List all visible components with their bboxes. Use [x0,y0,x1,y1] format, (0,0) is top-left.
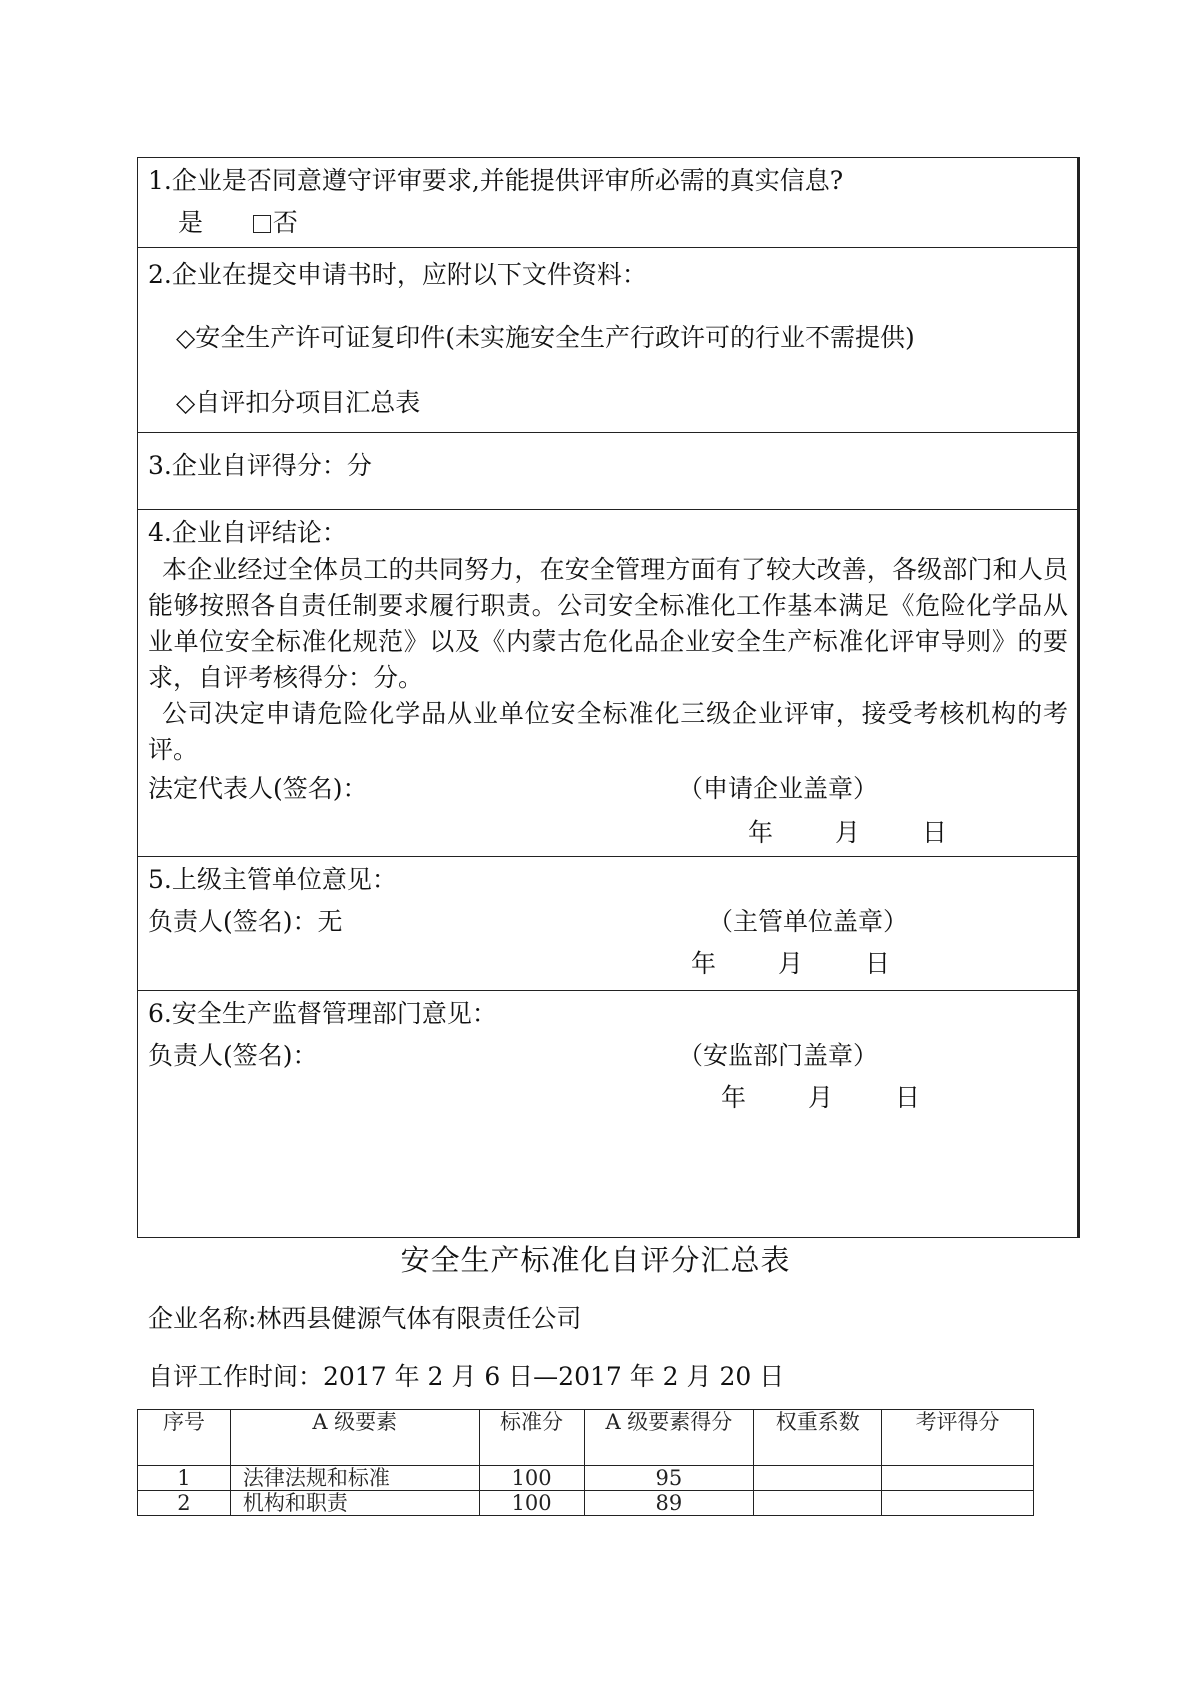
element-name: 机构和职责 [230,1491,479,1516]
row-number: 1 [138,1466,231,1491]
safety-dept-signature: 负责人(签名)： [148,1041,318,1070]
column-header: A 级要素 [230,1410,479,1466]
application-form [137,157,1080,1238]
section-4-conclusion [138,510,1077,857]
superior-signature: 负责人(签名)：无 [148,907,343,936]
date-month: 月 [808,1083,834,1112]
self-evaluation-period: 自评工作时间：2017 年 2 月 6 日—2017 年 2 月 20 日 [148,1362,785,1391]
section-2-title: 2.企业在提交申请书时，应附以下文件资料： [148,260,647,289]
column-header: 权重系数 [754,1410,882,1466]
document-item: ◇安全生产许可证复印件(未实施安全生产行政许可的行业不需提供) [176,323,915,352]
score-summary-table [137,1409,1034,1516]
section-4-title: 4.企业自评结论： [148,518,347,547]
column-header: 序号 [138,1410,231,1466]
table-row [138,1466,1034,1491]
column-header: 标准分 [479,1410,584,1466]
section-3-score [138,433,1077,510]
row-number: 2 [138,1491,231,1516]
company-name: 企业名称:林西县健源气体有限责任公司 [148,1304,582,1333]
conclusion-paragraph-1: 本企业经过全体员工的共同努力，在安全管理方面有了较大改善，各级部门和人员能够按照各自责任制要求履行职责。公司安全标准化工作基本满足《危险化学品从业单位安全标准化规范》以及《内蒙古危化品企业安全生产标准化评审导则》的要求，自评考核得分：分。 [148,555,1068,692]
date-year: 年 [691,949,717,978]
date-day: 日 [922,818,948,847]
section-1-agreement [138,158,1077,248]
section-2-documents [138,248,1077,433]
column-header: 考评得分 [882,1410,1034,1466]
section-6-title: 6.安全生产监督管理部门意见： [148,999,497,1028]
standard-score: 100 [479,1466,584,1491]
section-6-safety-dept-opinion [138,991,1077,1237]
no-checkbox[interactable] [253,215,271,233]
document-item: ◇自评扣分项目汇总表 [176,388,421,417]
section-3-title: 3.企业自评得分：分 [148,451,372,480]
date-year: 年 [721,1083,747,1112]
table-header-row [138,1410,1034,1466]
weight-coefficient [754,1466,882,1491]
element-score: 89 [584,1491,754,1516]
weight-coefficient [754,1491,882,1516]
table-row [138,1491,1034,1516]
date-year: 年 [748,818,774,847]
legal-representative-signature: 法定代表人(签名)： [148,774,368,803]
section-5-superior-opinion [138,857,1077,991]
date-day: 日 [895,1083,921,1112]
section-1-question: 1.企业是否同意遵守评审要求,并能提供评审所必需的真实信息? [148,166,844,195]
date-day: 日 [865,949,891,978]
no-option-label: 否 [272,208,298,237]
standard-score: 100 [479,1491,584,1516]
element-name: 法律法规和标准 [230,1466,479,1491]
superior-seal: （主管单位盖章） [708,907,909,936]
evaluation-score [882,1491,1034,1516]
conclusion-paragraph-2: 公司决定申请危险化学品从业单位安全标准化三级企业评审，接受考核机构的考评。 [148,699,1068,764]
safety-dept-seal: （安监部门盖章） [678,1041,879,1070]
column-header: A 级要素得分 [584,1410,754,1466]
agreement-options [178,208,298,238]
section-5-title: 5.上级主管单位意见： [148,865,397,894]
date-month: 月 [778,949,804,978]
evaluation-score [882,1466,1034,1491]
element-score: 95 [584,1466,754,1491]
date-month: 月 [835,818,861,847]
applicant-seal: （申请企业盖章） [678,774,879,803]
summary-title: 安全生产标准化自评分汇总表 [400,1243,791,1277]
yes-option-label: 是 [178,208,204,237]
